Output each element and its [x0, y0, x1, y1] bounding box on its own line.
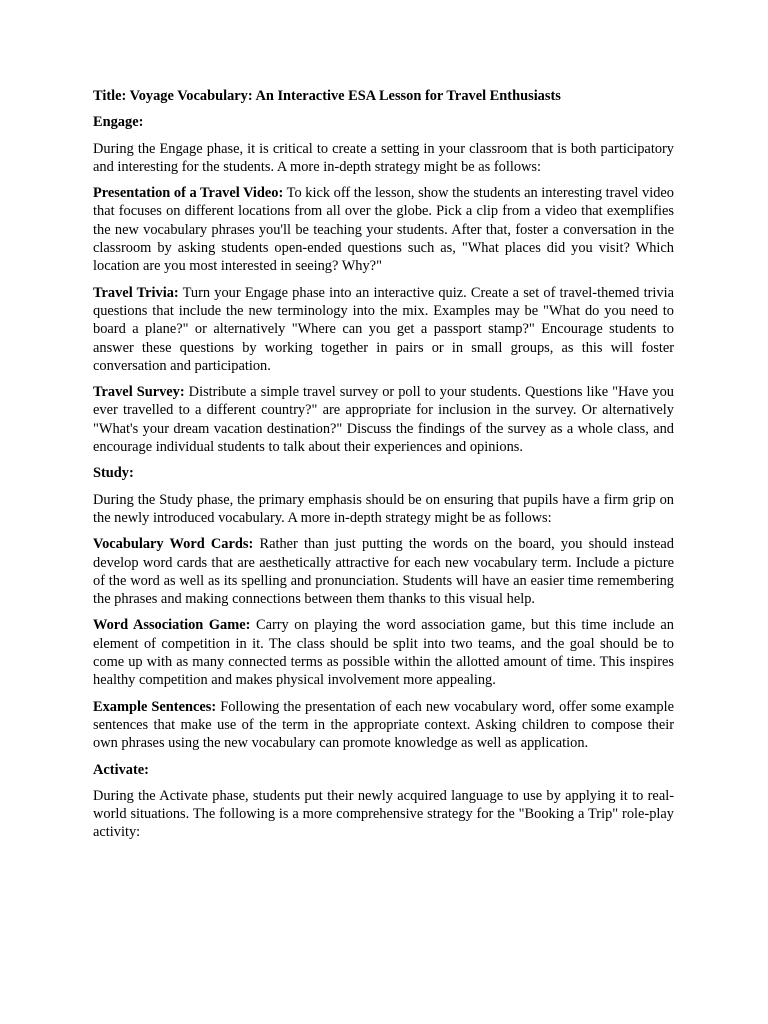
engage-item-text: Distribute a simple travel survey or poll to your students. Questions like "Have you ever travelled to a different country?" are appropriate for inclusion in the survey. Or alternatively "What's your dream vacation destination?" Discuss the findings of the survey as a whole class, and encourage individual students to talk about their experiences and opinions. — [93, 384, 674, 456]
study-intro: During the Study phase, the primary emphasis should be on ensuring that pupils have a firm grip on the newly introduced vocabulary. A more in-depth strategy might be as follows: — [93, 491, 674, 526]
engage-item-text: Turn your Engage phase into an interactive quiz. Create a set of travel-themed trivia questions that include the new terminology into the mix. Examples may be "What do you need to board a plane?" or alternatively "Where can you get a passport stamp?" Encourage students to answer these questions by working together in pairs or in small groups, as this will foster conversation and participation. — [93, 284, 674, 374]
section-heading-study: Study: — [93, 465, 134, 482]
study-item — [93, 616, 674, 689]
study-item-label: Word Association Game: — [93, 617, 251, 634]
activate-intro: During the Activate phase, students put their newly acquired language to use by applying it to real-world situations. The following is a more comprehensive strategy for the "Booking a Trip" role-play activity: — [93, 787, 674, 841]
engage-item-text: To kick off the lesson, show the students an interesting travel video that focuses on different locations from all over the globe. Pick a clip from a video that exemplifies the new vocabulary phrases you'll be teaching your students. After that, foster a conversation in the classroom by asking students open-ended questions such as, "What places did you visit? Which location are you most interested in seeing? Why?" — [93, 185, 674, 275]
section-heading-activate: Activate: — [93, 761, 149, 778]
study-item-label: Example Sentences: — [93, 698, 217, 715]
engage-item-label: Travel Trivia: — [93, 284, 179, 301]
study-item — [93, 698, 674, 753]
document-title: Title: Voyage Vocabulary: An Interactive ESA Lesson for Travel Enthusiasts — [93, 88, 561, 104]
engage-intro: During the Engage phase, it is critical to create a setting in your classroom that is both participatory and interesting for the students. A more in-depth strategy might be as follows: — [93, 140, 674, 175]
engage-item — [93, 184, 674, 275]
study-item — [93, 535, 674, 608]
section-heading-engage: Engage: — [93, 114, 144, 131]
study-item-label: Vocabulary Word Cards: — [93, 536, 254, 553]
study-item-text: Following the presentation of each new vocabulary word, offer some example sentences that make use of the term in the appropriate context. Asking children to compose their own phrases using the new vocabulary can promote knowledge as well as application. — [93, 698, 674, 752]
engage-item — [93, 284, 674, 375]
document-page — [93, 87, 674, 850]
engage-item-label: Travel Survey: — [93, 384, 185, 401]
study-item-text: Rather than just putting the words on the board, you should instead develop word cards that are aesthetically attractive for each new vocabulary term. Include a picture of the word as well as its spelling and pronunciation. Students will have an easier time remembering the phrases and making connections between them thanks to this visual help. — [93, 536, 674, 608]
engage-item-label: Presentation of a Travel Video: — [93, 185, 284, 202]
engage-item — [93, 383, 674, 456]
study-item-text: Carry on playing the word association game, but this time include an element of competition in it. The class should be split into two teams, and the goal should be to come up with as many connected terms as possible within the allotted amount of time. This inspires healthy competition and makes physical involvement more appealing. — [93, 617, 674, 689]
